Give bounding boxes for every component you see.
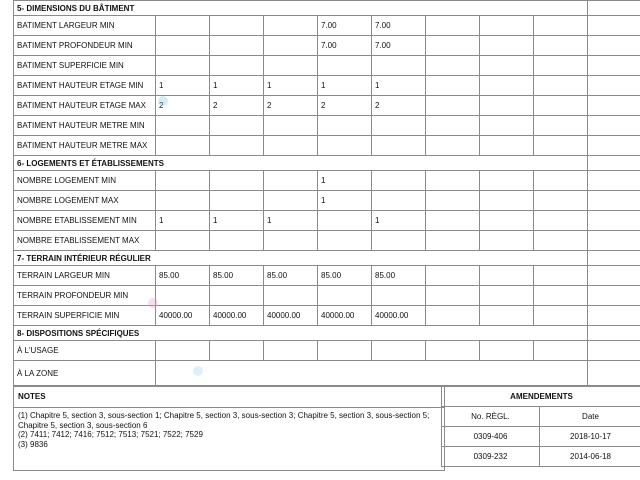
row-value: [588, 231, 640, 251]
row-value: [588, 266, 640, 286]
section-title: 7- TERRAIN INTÉRIEUR RÉGULIER: [14, 251, 588, 266]
row-value: [426, 231, 480, 251]
row-value: 85.00: [372, 266, 426, 286]
amendment-date: 2018-10-17: [540, 427, 640, 447]
row-value: 1: [264, 211, 318, 231]
row-value: 2: [264, 96, 318, 116]
row-value: [480, 16, 534, 36]
row-value: [264, 231, 318, 251]
row-label: BATIMENT SUPERFICIE MIN: [14, 56, 156, 76]
row-value: [264, 16, 318, 36]
row-value: [426, 306, 480, 326]
row-value: 1: [264, 76, 318, 96]
row-value: [156, 341, 210, 361]
row-label: BATIMENT HAUTEUR METRE MIN: [14, 116, 156, 136]
watermark-dot: [148, 298, 158, 308]
row-value: [480, 56, 534, 76]
row-value: 2: [210, 96, 264, 116]
table-row: [14, 56, 640, 76]
row-value: [426, 191, 480, 211]
row-value: [588, 136, 640, 156]
amendments-title: AMENDEMENTS: [442, 387, 640, 407]
row-value: [588, 56, 640, 76]
row-value: [372, 341, 426, 361]
row-value: [480, 76, 534, 96]
row-value: 1: [372, 76, 426, 96]
row-value: [264, 136, 318, 156]
row-value: [210, 286, 264, 306]
zone-row: [14, 361, 640, 386]
section-header-row: [14, 156, 640, 171]
row-value: [588, 306, 640, 326]
row-value: [534, 56, 588, 76]
row-value: [156, 56, 210, 76]
row-value: [426, 266, 480, 286]
row-value: 1: [156, 76, 210, 96]
row-value: [426, 56, 480, 76]
row-value: [480, 116, 534, 136]
row-value: [534, 231, 588, 251]
section-header-row: [14, 326, 640, 341]
note-line: (3) 9836: [18, 439, 48, 449]
section-extra-cell: [588, 326, 640, 341]
row-value: 7.00: [318, 36, 372, 56]
row-value: [156, 136, 210, 156]
row-value: [534, 171, 588, 191]
notes-title: NOTES: [14, 387, 444, 408]
row-value: 40000.00: [318, 306, 372, 326]
row-value: [534, 211, 588, 231]
watermark-dot: [193, 366, 203, 376]
row-value: [534, 116, 588, 136]
row-label: BATIMENT HAUTEUR ETAGE MIN: [14, 76, 156, 96]
row-value: [426, 36, 480, 56]
notes-panel: [13, 386, 445, 471]
row-label: NOMBRE LOGEMENT MAX: [14, 191, 156, 211]
row-value: [588, 171, 640, 191]
table-row: [14, 116, 640, 136]
row-value: [480, 231, 534, 251]
row-value: 2: [156, 96, 210, 116]
row-value: [210, 231, 264, 251]
row-value: 85.00: [156, 266, 210, 286]
row-value: [426, 341, 480, 361]
row-value: [372, 231, 426, 251]
row-value: [318, 341, 372, 361]
row-label: À L'USAGE: [14, 341, 156, 361]
note-line: (1) Chapitre 5, section 3, sous-section 1; Chapitre 5, section 3, sous-section 3; Chapitre 5, section 3, sous-section 5; Chapitre 5, section 3, sous-section 6: [18, 411, 430, 430]
amendment-regl: 0309-232: [442, 447, 540, 467]
table-row: [14, 266, 640, 286]
row-label: BATIMENT PROFONDEUR MIN: [14, 36, 156, 56]
row-value: [588, 191, 640, 211]
amendments-table: [441, 386, 640, 467]
row-value: 1: [372, 211, 426, 231]
row-value: 7.00: [372, 16, 426, 36]
zone-value: [156, 361, 588, 386]
row-value: [264, 56, 318, 76]
row-value: [264, 286, 318, 306]
row-value: 1: [210, 76, 264, 96]
row-value: [426, 171, 480, 191]
row-value: [426, 211, 480, 231]
row-value: [372, 136, 426, 156]
row-value: [426, 76, 480, 96]
section-header-row: [14, 1, 640, 16]
row-value: [588, 286, 640, 306]
zoning-grid-table: [13, 0, 640, 386]
table-row: [14, 16, 640, 36]
row-value: 1: [318, 191, 372, 211]
row-value: 40000.00: [372, 306, 426, 326]
row-value: [480, 306, 534, 326]
row-value: [480, 96, 534, 116]
row-value: [264, 191, 318, 211]
row-label: NOMBRE ETABLISSEMENT MIN: [14, 211, 156, 231]
row-value: 2: [372, 96, 426, 116]
row-value: [264, 116, 318, 136]
row-value: 85.00: [264, 266, 318, 286]
row-value: [426, 96, 480, 116]
row-value: [156, 191, 210, 211]
row-value: [480, 341, 534, 361]
row-value: [426, 16, 480, 36]
row-value: [534, 266, 588, 286]
row-value: [156, 231, 210, 251]
table-row: [14, 96, 640, 116]
table-row: [14, 306, 640, 326]
row-value: 2: [318, 96, 372, 116]
row-value: [534, 286, 588, 306]
row-value: [588, 211, 640, 231]
row-value: [210, 116, 264, 136]
row-value: [210, 171, 264, 191]
row-value: [534, 306, 588, 326]
row-value: [426, 286, 480, 306]
row-value: [588, 341, 640, 361]
table-row: [14, 136, 640, 156]
row-value: [156, 116, 210, 136]
table-row: [14, 341, 640, 361]
row-value: [318, 116, 372, 136]
row-value: [372, 191, 426, 211]
row-value: [372, 171, 426, 191]
row-value: 85.00: [210, 266, 264, 286]
row-value: [210, 36, 264, 56]
row-value: 85.00: [318, 266, 372, 286]
row-value: 1: [318, 76, 372, 96]
row-value: [264, 36, 318, 56]
zone-label: À LA ZONE: [14, 361, 156, 386]
row-value: [480, 266, 534, 286]
row-value: [480, 211, 534, 231]
row-value: 1: [210, 211, 264, 231]
row-value: [372, 56, 426, 76]
row-value: [588, 116, 640, 136]
row-value: 40000.00: [210, 306, 264, 326]
row-value: [588, 36, 640, 56]
amendment-date: 2014-06-18: [540, 447, 640, 467]
row-value: [588, 16, 640, 36]
watermark-dot: [158, 96, 168, 106]
amendments-col-date: Date: [540, 407, 640, 427]
row-value: [318, 56, 372, 76]
row-value: [534, 96, 588, 116]
row-value: [318, 136, 372, 156]
table-row: [14, 191, 640, 211]
row-value: 40000.00: [264, 306, 318, 326]
section-title: 6- LOGEMENTS ET ÉTABLISSEMENTS: [14, 156, 588, 171]
section-header-row: [14, 251, 640, 266]
row-value: [210, 191, 264, 211]
row-value: [588, 96, 640, 116]
amendment-regl: 0309-406: [442, 427, 540, 447]
row-value: [156, 16, 210, 36]
row-value: [318, 286, 372, 306]
row-label: NOMBRE LOGEMENT MIN: [14, 171, 156, 191]
row-label: BATIMENT HAUTEUR METRE MAX: [14, 136, 156, 156]
section-extra-cell: [588, 251, 640, 266]
row-label: BATIMENT HAUTEUR ETAGE MAX: [14, 96, 156, 116]
row-value: [480, 286, 534, 306]
amendments-col-regl: No. RÈGL.: [442, 407, 540, 427]
row-value: [156, 286, 210, 306]
row-value: [210, 136, 264, 156]
table-row: [14, 286, 640, 306]
row-label: TERRAIN LARGEUR MIN: [14, 266, 156, 286]
row-value: 1: [156, 211, 210, 231]
row-value: [534, 191, 588, 211]
row-value: [480, 136, 534, 156]
row-label: BATIMENT LARGEUR MIN: [14, 16, 156, 36]
row-label: TERRAIN SUPERFICIE MIN: [14, 306, 156, 326]
section-title: 8- DISPOSITIONS SPÉCIFIQUES: [14, 326, 588, 341]
row-value: 7.00: [372, 36, 426, 56]
row-value: [156, 171, 210, 191]
section-extra-cell: [588, 156, 640, 171]
row-value: [426, 136, 480, 156]
row-value: [534, 16, 588, 36]
table-row: [14, 231, 640, 251]
table-row: [14, 76, 640, 96]
row-value: [588, 76, 640, 96]
row-value: [426, 116, 480, 136]
row-value: [210, 56, 264, 76]
row-value: [372, 286, 426, 306]
row-value: [480, 36, 534, 56]
row-value: [318, 231, 372, 251]
row-value: [480, 191, 534, 211]
row-value: 7.00: [318, 16, 372, 36]
table-row: [14, 171, 640, 191]
note-line: (2) 7411; 7412; 7416; 7512; 7513; 7521; 7522; 7529: [18, 430, 203, 439]
row-value: [264, 341, 318, 361]
row-value: 1: [318, 171, 372, 191]
row-value: [156, 36, 210, 56]
section-title: 5- DIMENSIONS DU BÂTIMENT: [14, 1, 588, 16]
row-value: [264, 171, 318, 191]
notes-body: [14, 408, 444, 470]
row-value: [534, 136, 588, 156]
row-value: [534, 36, 588, 56]
row-value: [318, 211, 372, 231]
row-value: [588, 361, 640, 386]
row-value: [534, 341, 588, 361]
row-label: NOMBRE ETABLISSEMENT MAX: [14, 231, 156, 251]
table-row: [14, 211, 640, 231]
row-value: [210, 16, 264, 36]
row-value: [372, 116, 426, 136]
row-value: [210, 341, 264, 361]
row-value: [480, 171, 534, 191]
section-extra-cell: [588, 1, 640, 16]
row-value: [534, 76, 588, 96]
row-value: 40000.00: [156, 306, 210, 326]
table-row: [14, 36, 640, 56]
row-label: TERRAIN PROFONDEUR MIN: [14, 286, 156, 306]
